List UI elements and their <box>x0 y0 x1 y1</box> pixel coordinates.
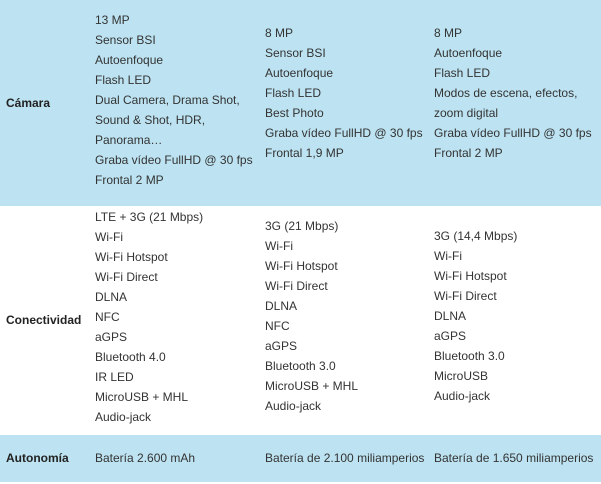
spec-line: Autoenfoque <box>265 65 334 80</box>
connectivity-col-2 <box>259 206 428 434</box>
spec-line: Graba vídeo FullHD @ 30 fps <box>434 125 592 140</box>
cell-list <box>428 226 601 406</box>
cell-list <box>259 449 428 468</box>
autonomy-col-3 <box>428 434 601 482</box>
spec-line: Flash LED <box>265 85 322 100</box>
camera-col-2 <box>259 0 428 206</box>
spec-line: DLNA <box>265 299 298 313</box>
spec-line: Wi-Fi Direct <box>95 270 158 284</box>
spec-line: Frontal 2 MP <box>434 145 503 160</box>
cell-list <box>89 449 259 468</box>
camera-col-3 <box>428 0 601 206</box>
spec-line: Audio-jack <box>265 399 322 413</box>
spec-line: DLNA <box>434 309 467 323</box>
spec-line: 3G (14,4 Mbps) <box>434 229 518 243</box>
cell-list <box>89 10 259 190</box>
spec-line: Audio-jack <box>95 410 152 424</box>
spec-line: 13 MP <box>95 12 130 27</box>
spec-line: MicroUSB <box>434 369 489 383</box>
cell-list <box>89 207 259 427</box>
cell-list <box>428 23 601 163</box>
table-row-connectivity <box>0 206 601 434</box>
spec-line: Wi-Fi Direct <box>265 279 328 293</box>
camera-col-1 <box>89 0 259 206</box>
spec-line: Sensor BSI <box>265 45 326 60</box>
spec-line: Flash LED <box>95 72 152 87</box>
spec-line: Wi-Fi Hotspot <box>265 259 338 273</box>
table-row-camera <box>0 0 601 206</box>
spec-line: DLNA <box>95 290 128 304</box>
spec-line: Wi-Fi Hotspot <box>95 250 168 264</box>
spec-line: aGPS <box>95 330 128 344</box>
spec-line: Batería de 1.650 miliamperios <box>434 450 594 465</box>
spec-line: Frontal 1,9 MP <box>265 145 344 160</box>
row-label-connectivity: Conectividad <box>0 206 89 434</box>
autonomy-col-2 <box>259 434 428 482</box>
spec-line: 8 MP <box>434 25 463 40</box>
spec-line: aGPS <box>265 339 298 353</box>
cell-list <box>428 449 601 468</box>
spec-line: NFC <box>95 310 120 324</box>
spec-line: Bluetooth 4.0 <box>95 350 166 364</box>
spec-line: Dual Camera, Drama Shot, Sound & Shot, HDR, Panorama… <box>95 92 240 147</box>
spec-line: Audio-jack <box>434 389 491 403</box>
spec-line: IR LED <box>95 370 134 384</box>
spec-line: MicroUSB + MHL <box>95 390 189 404</box>
spec-line: Wi-Fi <box>434 249 462 263</box>
spec-line: Wi-Fi Hotspot <box>434 269 507 283</box>
spec-line: Sensor BSI <box>95 32 156 47</box>
cell-list <box>259 216 428 416</box>
cell-list <box>259 23 428 163</box>
connectivity-col-1 <box>89 206 259 434</box>
spec-line: NFC <box>265 319 290 333</box>
spec-line: Modos de escena, efectos, zoom digital <box>434 85 578 120</box>
spec-line: 3G (21 Mbps) <box>265 219 339 233</box>
spec-line: Graba vídeo FullHD @ 30 fps <box>95 152 253 167</box>
spec-line: Wi-Fi <box>95 230 123 244</box>
spec-line: aGPS <box>434 329 467 343</box>
spec-line: Batería de 2.100 miliamperios <box>265 450 425 465</box>
spec-line: Batería 2.600 mAh <box>95 450 196 465</box>
table-row-autonomy <box>0 434 601 482</box>
spec-line: Autoenfoque <box>434 45 503 60</box>
spec-line: Wi-Fi <box>265 239 293 253</box>
spec-line: Frontal 2 MP <box>95 172 164 187</box>
spec-line: Autoenfoque <box>95 52 164 67</box>
spec-line: MicroUSB + MHL <box>265 379 359 393</box>
spec-line: LTE + 3G (21 Mbps) <box>95 210 204 224</box>
spec-line: Best Photo <box>265 105 324 120</box>
spec-line: Bluetooth 3.0 <box>265 359 336 373</box>
spec-line: Graba vídeo FullHD @ 30 fps <box>265 125 423 140</box>
spec-line: Wi-Fi Direct <box>434 289 497 303</box>
row-label-camera: Cámara <box>0 0 89 206</box>
connectivity-col-3 <box>428 206 601 434</box>
row-label-autonomy: Autonomía <box>0 434 89 482</box>
autonomy-col-1 <box>89 434 259 482</box>
spec-line: Bluetooth 3.0 <box>434 349 505 363</box>
spec-line: Flash LED <box>434 65 491 80</box>
spec-line: 8 MP <box>265 25 294 40</box>
